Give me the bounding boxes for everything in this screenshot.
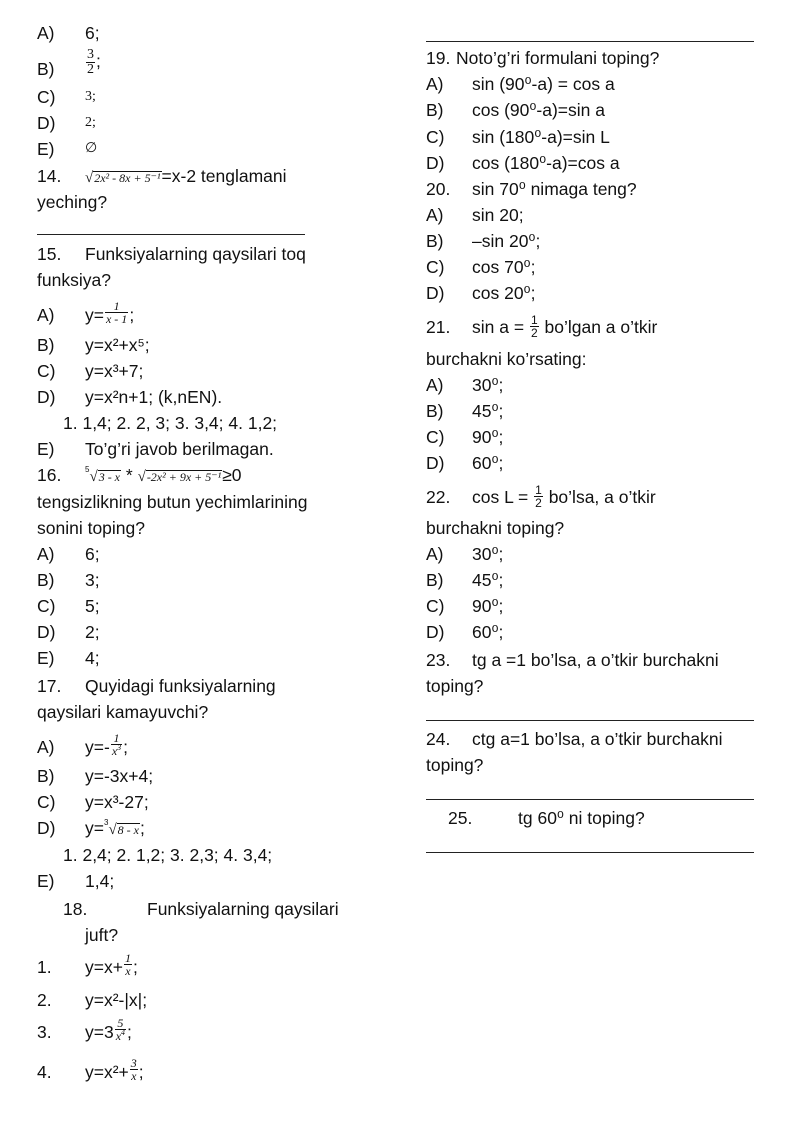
answer-line <box>426 41 754 42</box>
option-value: y=x²+x⁵; <box>85 335 150 355</box>
option-value: cos (180⁰-a)=cos a <box>472 153 620 173</box>
q16-option-c <box>37 595 100 617</box>
item-tail: ; <box>127 1022 132 1043</box>
option-value: y=x³+7; <box>85 361 144 381</box>
fraction-denominator <box>111 744 122 757</box>
q14-equation <box>85 165 287 189</box>
q23-question <box>426 649 719 671</box>
q24-line2: toping? <box>426 755 484 775</box>
question-prefix: sin a = <box>472 317 525 338</box>
option-label: A) <box>426 544 444 564</box>
option-label: D) <box>37 622 56 642</box>
question-text: Funksiyalarning qaysilari <box>147 899 339 919</box>
question-suffix: bo’lsa, a o’tkir <box>548 487 656 508</box>
q16-line2: tengsizlikning butun yechimlarining <box>37 492 308 512</box>
fraction <box>124 952 132 977</box>
q21-question <box>426 313 658 340</box>
root-symbol: √ <box>89 469 98 485</box>
q17-option-e <box>37 870 115 892</box>
option-value: y=x²n+1; (k,nEN). <box>85 387 223 407</box>
answer-line <box>426 852 754 853</box>
q20-question <box>426 178 637 200</box>
q16-question <box>37 464 242 486</box>
option-value: sin (180⁰-a)=sin L <box>472 127 610 147</box>
denominator-base: x <box>115 1029 122 1043</box>
q22-option-c <box>426 595 504 617</box>
item-label: 2. <box>37 990 52 1010</box>
q16-option-d <box>37 621 100 643</box>
option-label: D) <box>37 113 56 133</box>
question-suffix: bo’lgan a o’tkir <box>544 317 658 338</box>
question-text: Noto’g’ri formulani toping? <box>456 48 660 68</box>
denominator-exponent: 4 <box>121 1028 126 1037</box>
sqrt-symbol: √ <box>137 469 146 485</box>
option-label: C) <box>426 257 445 277</box>
q14-line2: yeching? <box>37 192 108 212</box>
option-value: 2; <box>85 622 100 642</box>
q17-option-c <box>37 791 149 813</box>
question-number: 21. <box>426 317 451 337</box>
option-value: 90⁰; <box>472 427 504 447</box>
item-tail: ; <box>138 1062 144 1083</box>
option-value <box>85 817 145 841</box>
q20-option-d <box>426 282 536 304</box>
q21-line2: burchakni ko’rsating: <box>426 349 587 369</box>
q21-option-d <box>426 452 504 474</box>
q15-option-e <box>37 438 274 460</box>
option-prefix: y=- <box>85 737 110 758</box>
option-tail: ; <box>123 737 129 758</box>
q22-option-d <box>426 621 504 643</box>
option-value: To’g’ri javob berilmagan. <box>85 439 274 459</box>
option-value: 30⁰; <box>472 544 504 564</box>
fraction <box>534 484 543 509</box>
fraction-denominator: 2 <box>535 496 542 510</box>
option-label: C) <box>426 596 445 616</box>
fraction-denominator: x - 1 <box>105 312 128 326</box>
q16-inequality <box>85 464 242 488</box>
q15-option-c <box>37 360 144 382</box>
question-prefix: cos L = <box>472 487 529 508</box>
root-index: 5 <box>85 465 90 474</box>
q18-question <box>63 898 339 920</box>
option-label: D) <box>426 283 445 303</box>
option-label: C) <box>37 792 56 812</box>
question-number: 14. <box>37 166 62 186</box>
fraction <box>86 48 95 77</box>
question-text: tg a =1 bo’lsa, a o’tkir burchakni <box>472 650 719 670</box>
q13-option-a <box>37 22 100 44</box>
item-value: y=x²-|x|; <box>85 990 148 1010</box>
option-value: 45⁰; <box>472 570 504 590</box>
q24-question <box>426 728 723 750</box>
option-label: E) <box>37 139 55 159</box>
option-value: 5; <box>85 596 100 616</box>
option-label: B) <box>37 570 55 590</box>
option-label: D) <box>426 622 445 642</box>
option-label: A) <box>37 737 55 757</box>
option-label: C) <box>37 87 56 107</box>
question-text: tg 60⁰ ni toping? <box>518 808 645 828</box>
item-tail: ; <box>132 957 138 978</box>
q18-line2: juft? <box>85 925 119 945</box>
fraction-numerator: 3 <box>130 1056 137 1070</box>
option-value: 3; <box>85 570 100 590</box>
q13-option-e <box>37 138 98 160</box>
q17-option-b <box>37 765 154 787</box>
q21-option-a <box>426 374 504 396</box>
fraction-denominator: 2 <box>87 62 94 77</box>
option-label: E) <box>37 439 55 459</box>
fraction-denominator: x <box>131 1069 137 1083</box>
option-label: A) <box>37 23 55 43</box>
root-index: 3 <box>103 818 109 827</box>
q17-option-d <box>37 817 145 839</box>
question-number: 24. <box>426 729 451 749</box>
fraction <box>130 1057 138 1082</box>
fraction-numerator: 1 <box>113 731 120 745</box>
option-label: B) <box>426 100 444 120</box>
question-number: 16. <box>37 465 62 485</box>
q14-question <box>37 165 287 187</box>
item-prefix: y=x²+ <box>85 1062 129 1083</box>
option-value: 6; <box>85 544 100 564</box>
q16-line3: sonini toping? <box>37 518 145 538</box>
option-value: y=x³-27; <box>85 792 149 812</box>
item-prefix: y=x+ <box>85 957 123 978</box>
q15-option-b <box>37 334 150 356</box>
q13-option-d <box>37 112 96 134</box>
item-value <box>85 1016 132 1046</box>
fraction <box>105 300 128 325</box>
q18-item-4 <box>37 1056 144 1083</box>
option-label: D) <box>37 387 56 407</box>
fraction-numerator: 1 <box>530 313 538 327</box>
question-text: sin 70⁰ nimaga teng? <box>472 179 637 199</box>
question-number: 25. <box>448 808 473 828</box>
option-value: sin (90⁰-a) = cos a <box>472 74 615 94</box>
option-label: B) <box>426 570 444 590</box>
option-value: 60⁰; <box>472 453 504 473</box>
option-label: A) <box>37 544 55 564</box>
option-value: 1,4; <box>85 871 115 891</box>
question-number: 22. <box>426 487 451 507</box>
q19-option-b <box>426 99 605 121</box>
option-value: 90⁰; <box>472 596 504 616</box>
item-value <box>85 951 138 981</box>
option-value: 3; <box>85 89 96 104</box>
option-prefix: y= <box>85 818 104 838</box>
option-value: 30⁰; <box>472 375 504 395</box>
q15-question <box>37 243 306 265</box>
answer-line <box>426 720 754 721</box>
option-label: E) <box>37 648 55 668</box>
question-number: 17. <box>37 676 62 696</box>
q15-line2: funksiya? <box>37 270 111 290</box>
option-value: 6; <box>85 23 100 43</box>
radicand: 2x² - 8x + 5⁻¹ <box>94 171 161 185</box>
option-label: B) <box>426 401 444 421</box>
q23-line2: toping? <box>426 676 484 696</box>
q22-question <box>426 483 656 510</box>
q17-line2: qaysilari kamayuvchi? <box>37 702 209 722</box>
times-sign: * <box>125 465 133 485</box>
fraction-numerator: 1 <box>535 483 542 497</box>
q20-option-b <box>426 230 541 252</box>
answer-line <box>37 234 305 235</box>
fraction-denominator: 2 <box>530 326 538 340</box>
option-label: C) <box>37 361 56 381</box>
option-value: cos (90⁰-a)=sin a <box>472 100 605 120</box>
q15-option-a <box>37 299 135 326</box>
q16-option-e <box>37 647 100 669</box>
option-label: E) <box>37 871 55 891</box>
denominator-base: x <box>111 744 118 758</box>
q18-item-2 <box>37 989 148 1011</box>
option-value <box>85 731 129 761</box>
answer-line <box>426 799 754 800</box>
option-value: ∅ <box>85 141 98 156</box>
fraction-denominator <box>115 1029 126 1042</box>
fraction <box>111 732 122 757</box>
fraction-denominator: x <box>125 964 131 978</box>
q16-option-b <box>37 569 100 591</box>
radicand: 8 - x <box>117 823 139 837</box>
option-label: C) <box>426 127 445 147</box>
item-prefix: y=3 <box>85 1022 114 1043</box>
option-label: B) <box>37 335 55 355</box>
option-label: D) <box>426 153 445 173</box>
question-number: 19. <box>426 48 451 68</box>
sqrt-symbol: √ <box>85 170 94 186</box>
option-tail: ; <box>129 305 135 326</box>
question-text <box>472 313 658 341</box>
option-label: D) <box>426 453 445 473</box>
q15-choices: 1. 1,4; 2. 2, 3; 3. 3,4; 4. 1,2; <box>63 413 278 433</box>
option-value: sin 20; <box>472 205 524 225</box>
fraction-numerator: 3 <box>87 47 94 62</box>
fraction-numerator: 1 <box>124 951 131 965</box>
q25-question <box>448 807 645 829</box>
q18-item-1 <box>37 951 138 978</box>
option-label: A) <box>37 305 55 325</box>
option-value: cos 70⁰; <box>472 257 536 277</box>
fraction-numerator: 1 <box>113 299 120 313</box>
question-number: 15. <box>37 244 62 264</box>
option-prefix: y= <box>85 305 104 326</box>
q17-option-a <box>37 731 129 758</box>
q17-choices: 1. 2,4; 2. 1,2; 3. 2,3; 4. 3,4; <box>63 845 273 865</box>
option-tail: ; <box>140 818 145 838</box>
option-label: D) <box>37 818 56 838</box>
q16-option-a <box>37 543 100 565</box>
option-value: 45⁰; <box>472 401 504 421</box>
question-text <box>472 483 656 511</box>
question-number: 23. <box>426 650 451 670</box>
item-label: 4. <box>37 1062 52 1082</box>
q20-option-a <box>426 204 524 226</box>
q22-line2: burchakni toping? <box>426 518 565 538</box>
option-label: A) <box>426 205 444 225</box>
q22-option-a <box>426 543 504 565</box>
fraction <box>530 314 539 339</box>
fraction-numerator: 5 <box>117 1016 124 1030</box>
option-value <box>85 299 135 329</box>
option-label: A) <box>426 375 444 395</box>
option-value: 2; <box>85 115 96 130</box>
q17-question <box>37 675 276 697</box>
item-label: 3. <box>37 1022 52 1042</box>
option-value: y=-3x+4; <box>85 766 154 786</box>
option-label: A) <box>426 74 444 94</box>
option-value-fraction <box>85 48 101 77</box>
item-value <box>85 1056 144 1086</box>
option-label: C) <box>37 596 56 616</box>
denominator-exponent: 3 <box>117 743 122 752</box>
radicand: 3 - x <box>98 470 121 484</box>
item-label: 1. <box>37 957 52 977</box>
root-symbol: √ <box>108 822 117 838</box>
option-value: 4; <box>85 648 100 668</box>
q19-option-c <box>426 126 610 148</box>
option-label: C) <box>426 427 445 447</box>
option-value: cos 20⁰; <box>472 283 536 303</box>
radicand: -2x² + 9x + 5⁻¹ <box>146 470 222 484</box>
option-value: 60⁰; <box>472 622 504 642</box>
q21-option-c <box>426 426 504 448</box>
q18-item-3 <box>37 1016 132 1043</box>
equation-text: =x-2 tenglamani <box>161 166 287 186</box>
question-text: ctg a=1 bo’lsa, a o’tkir burchakni <box>472 729 723 749</box>
question-text: Quyidagi funksiyalarning <box>85 676 276 696</box>
question-text: Funksiyalarning qaysilari toq <box>85 244 306 264</box>
q20-option-c <box>426 256 536 278</box>
option-label: B) <box>37 766 55 786</box>
q21-option-b <box>426 400 504 422</box>
option-label: B) <box>37 59 55 79</box>
option-tail: ; <box>96 51 101 72</box>
q19-option-d <box>426 152 620 174</box>
question-number: 18. <box>63 899 88 919</box>
q19-option-a <box>426 73 615 95</box>
question-number: 20. <box>426 179 451 199</box>
q15-option-d <box>37 386 223 408</box>
option-value: –sin 20⁰; <box>472 231 541 251</box>
q13-option-c <box>37 86 96 108</box>
q22-option-b <box>426 569 504 591</box>
option-label: B) <box>426 231 444 251</box>
q19-question <box>426 47 660 69</box>
fraction <box>115 1017 126 1042</box>
q13-option-b <box>37 47 101 80</box>
inequality-sign: ≥0 <box>222 465 242 485</box>
